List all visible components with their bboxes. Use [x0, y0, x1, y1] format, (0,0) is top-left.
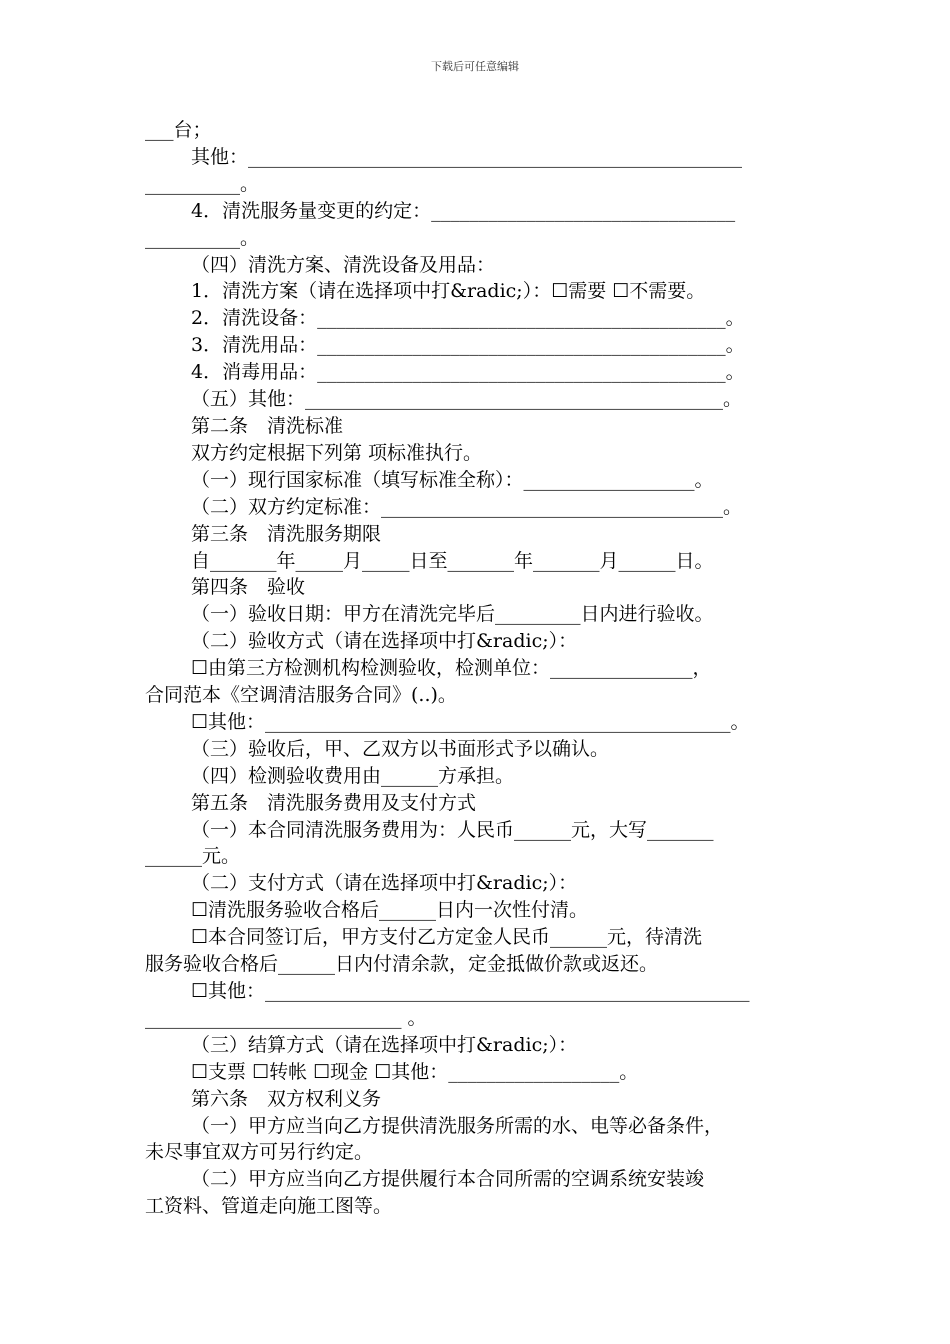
document-line: ☐其他：_________________________________________________。: [191, 710, 750, 733]
document-line: ☐由第三方检测机构检测验收，检测单位：_______________，: [191, 657, 712, 680]
document-line: 4．清洗服务量变更的约定：________________________________: [191, 199, 736, 222]
page-header: 下载后可任意编辑: [431, 60, 519, 73]
document-line: ☐清洗服务验收合格后______日内一次性付清。: [191, 899, 589, 922]
document-line: 合同范本《空调清洁服务合同》(..)。: [145, 684, 457, 707]
document-line: ______元。: [145, 845, 241, 868]
document-line: （三）验收后，甲、乙双方以书面形式予以确认。: [191, 737, 610, 760]
document-line: （一）甲方应当向乙方提供清洗服务所需的水、电等必备条件，: [191, 1114, 724, 1137]
document-line: 4．消毒用品：___________________________________________。: [191, 361, 745, 384]
document-line: （二）支付方式（请在选择项中打&radic;）：: [191, 872, 578, 895]
document-line: （一）现行国家标准（填写标准全称）：__________________。: [191, 468, 714, 491]
document-line: （四）清洗方案、清洗设备及用品：: [191, 253, 496, 276]
document-line: __________。: [145, 172, 260, 195]
document-line: 未尽事宜双方可另行约定。: [145, 1141, 374, 1164]
document-line: （一）验收日期：甲方在清洗完毕后_________日内进行验收。: [191, 603, 714, 626]
document-line: 2．清洗设备：___________________________________________。: [191, 307, 745, 330]
document-line: 第五条 清洗服务费用及支付方式: [191, 791, 477, 814]
document-line: （四）检测验收费用由______方承担。: [191, 764, 515, 787]
document-line: 第四条 验收: [191, 576, 306, 599]
document-line: ☐其他：___________________________________________________: [191, 980, 750, 1002]
document-line: （三）结算方式（请在选择项中打&radic;）：: [191, 1033, 578, 1056]
document-line: （二）甲方应当向乙方提供履行本合同所需的空调系统安装竣: [191, 1168, 705, 1191]
document-line: ☐支票 ☐转帐 ☐现金 ☐其他：__________________。: [191, 1060, 639, 1083]
document-line: ☐本合同签订后，甲方支付乙方定金人民币______元，待清洗: [191, 926, 703, 949]
document-line: 工资料、管道走向施工图等。: [145, 1195, 393, 1218]
document-line: 其他：____________________________________________________: [191, 145, 743, 168]
document-line: 3．清洗用品：___________________________________________。: [191, 334, 745, 357]
document-line: 双方约定根据下列第 项标准执行。: [191, 441, 483, 464]
document-line: ___________________________ 。: [145, 1006, 427, 1029]
document-line: 1．清洗方案（请在选择项中打&radic;）：☐需要 ☐不需要。: [191, 280, 706, 303]
document-body: [145, 117, 810, 1220]
document-line: （二）双方约定标准：____________________________________。: [191, 495, 743, 518]
document-line: __________。: [145, 226, 260, 249]
document-line: 第三条 清洗服务期限: [191, 522, 382, 545]
document-line: （二）验收方式（请在选择项中打&radic;）：: [191, 630, 578, 653]
document-line: 自_______年_____月_____日至_______年_______月______日。: [191, 549, 714, 572]
document-line: ___台；: [145, 119, 212, 141]
document-line: （五）其他：____________________________________________。: [191, 388, 743, 411]
document-line: 第六条 双方权利义务: [191, 1087, 382, 1110]
document-line: （一）本合同清洗服务费用为：人民币______元，大写_______: [191, 818, 714, 841]
document-line: 第二条 清洗标准: [191, 414, 344, 437]
document-line: 服务验收合格后______日内付清余款，定金抵做价款或返还。: [145, 953, 659, 976]
